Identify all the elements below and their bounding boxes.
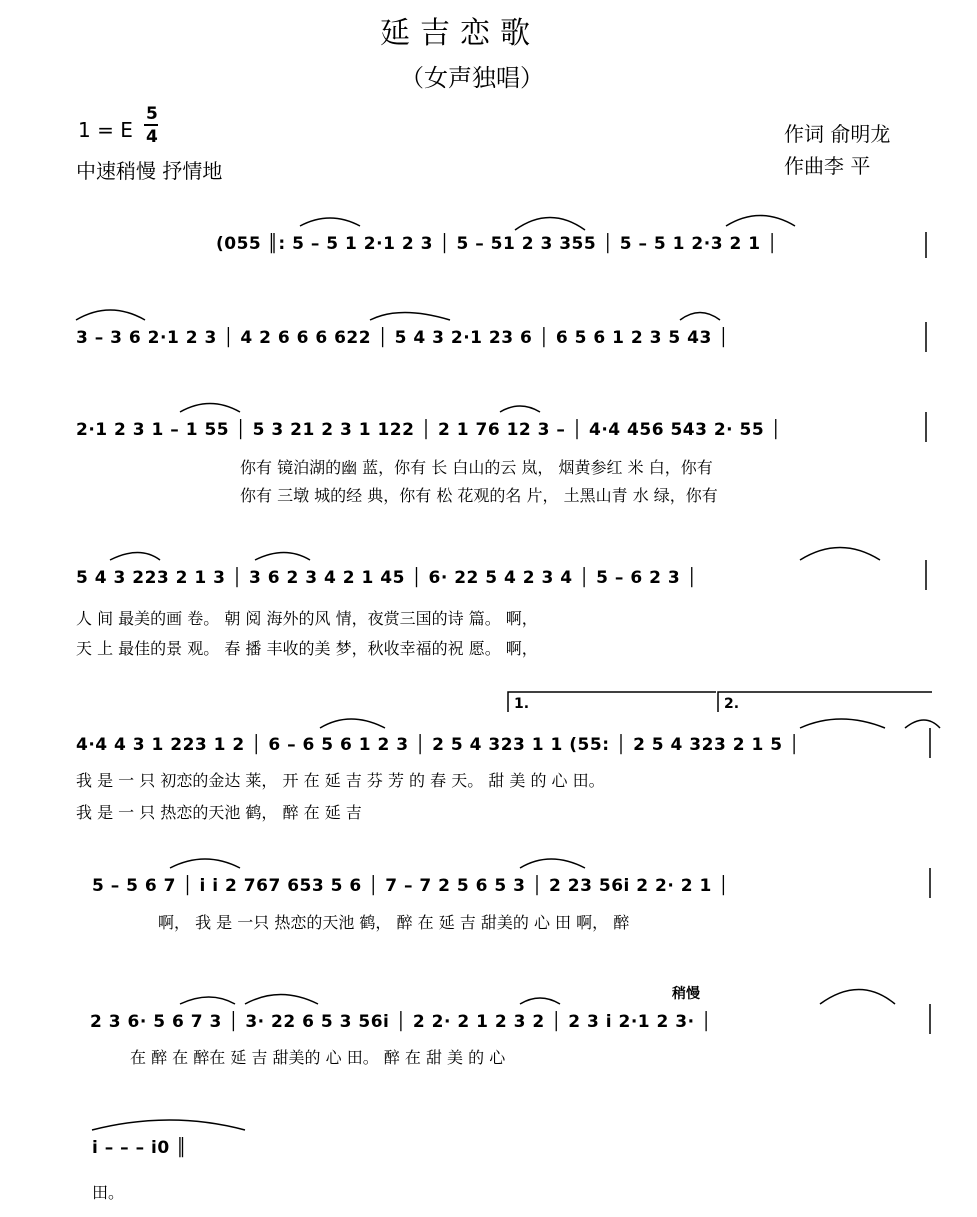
lyrics-line-3-verse-2: 你有 三墩 城的经 典，你有 松 花观的名 片， 土黑山青 水 绿，你有 xyxy=(240,486,718,505)
lyrics-line-6: 啊， 我 是 一只 热恋的天池 鹤， 醉 在 延 吉 甜美的 心 田 啊， 醉 xyxy=(158,913,630,932)
notation-line-2: 3 – 3 6 2·1 2 3 │ 4 2 6 6 6 622 │ 5 4 3 2·1 23 6 │ 6 5 6 1 2 3 5 43 │ xyxy=(76,328,729,348)
key-signature: 1 = E xyxy=(78,118,133,142)
tempo-change-mark: 稍慢 xyxy=(672,986,700,1002)
volta-bracket-2 xyxy=(718,692,932,712)
time-signature-denominator: 4 xyxy=(146,127,158,147)
volta-ending-1: 1. xyxy=(514,696,530,712)
lyrics-line-4-verse-1: 人 间 最美的画 卷。 朝 阅 海外的风 情，夜赏三国的诗 篇。 啊， xyxy=(76,609,538,628)
slur xyxy=(520,998,560,1004)
lyrics-line-7: 在 醉 在 醉在 延 吉 甜美的 心 田。 醉 在 甜 美 的 心 xyxy=(130,1048,506,1067)
slur xyxy=(820,990,895,1005)
notation-line-7: 2 3 6· 5 6 7 3 │ 3· 22 6 5 3 56i │ 2 2· 2 1 2 3 2 │ 2 3 i 2·1 2 3· │ xyxy=(90,1012,712,1032)
volta-ending-2: 2. xyxy=(724,696,740,712)
slur xyxy=(515,218,585,231)
slur xyxy=(76,310,145,320)
notation-line-6: 5 – 5 6 7 │ i i 2 767 653 5 6 │ 7 – 7 2 5 6 5 3 │ 2 23 56i 2 2· 2 1 │ xyxy=(92,876,729,896)
slur xyxy=(180,404,240,413)
lyrics-line-3-verse-1: 你有 镜泊湖的幽 蓝，你有 长 白山的云 岚， 烟黄参红 米 白，你有 xyxy=(240,458,713,477)
notation-line-8: i – – – i0 ║ xyxy=(92,1138,187,1158)
slur xyxy=(520,859,585,868)
slur xyxy=(800,548,880,561)
slur xyxy=(255,553,310,561)
slur xyxy=(726,216,795,227)
slur xyxy=(370,313,450,321)
volta-bracket-1 xyxy=(508,692,716,712)
lyrics-line-8: 田。 xyxy=(92,1183,125,1202)
lyrics-line-4-verse-2: 天 上 最佳的景 观。 春 播 丰收的美 梦，秋收幸福的祝 愿。 啊， xyxy=(76,639,538,658)
slur xyxy=(800,719,885,728)
composer-credit: 作曲李 平 xyxy=(784,154,871,178)
slur xyxy=(110,553,160,561)
tempo-marking: 中速稍慢 抒情地 xyxy=(76,159,223,183)
notation-line-5: 4·4 4 3 1 223 1 2 │ 6 – 6 5 6 1 2 3 │ 2 5 4 323 1 1 (55: │ 2 5 4 323 2 1 5 │ xyxy=(76,735,800,755)
song-subtitle: （女声独唱） xyxy=(400,64,544,92)
slur xyxy=(180,997,235,1004)
slur xyxy=(300,218,360,226)
slur xyxy=(320,719,385,728)
slur xyxy=(170,859,240,868)
slur xyxy=(245,995,318,1005)
slur xyxy=(905,720,940,728)
lyricist-credit: 作词 俞明龙 xyxy=(784,122,891,146)
lyrics-line-5-verse-2: 我 是 一 只 热恋的天池 鹤， 醉 在 延 吉 xyxy=(76,803,362,822)
notation-line-4: 5 4 3 223 2 1 3 │ 3 6 2 3 4 2 1 45 │ 6· 22 5 4 2 3 4 │ 5 – 6 2 3 │ xyxy=(76,568,698,588)
notation-line-3: 2·1 2 3 1 – 1 55 │ 5 3 21 2 3 1 122 │ 2 1 76 12 3 – │ 4·4 456 543 2· 55 │ xyxy=(76,420,782,440)
notation-line-1: (055 ║: 5 – 5 1 2·1 2 3 │ 5 – 51 2 3 355 │ 5 – 5 1 2·3 2 1 │ xyxy=(216,234,778,254)
song-title: 延吉恋歌 xyxy=(380,16,540,51)
slur xyxy=(680,313,720,321)
lyrics-line-5-verse-1: 我 是 一 只 初恋的金达 莱， 开 在 延 吉 芬 芳 的 春 天。 甜 美 的 心 田。 xyxy=(76,771,605,790)
time-signature-numerator: 5 xyxy=(146,104,158,124)
slur xyxy=(92,1120,245,1130)
slur xyxy=(500,406,540,412)
